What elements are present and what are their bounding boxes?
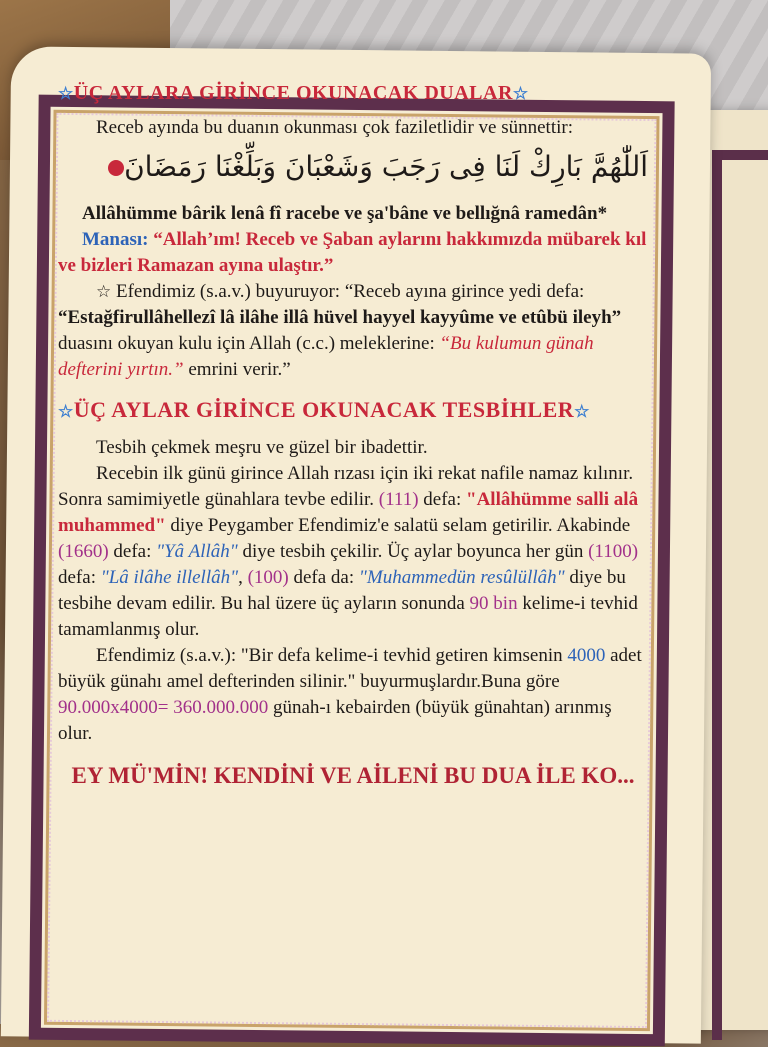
tesbih-text: diye bu tesbihe devam edilir. Bu hal üzere üç ayların sonunda [58, 567, 626, 614]
hadith-text: emrini verir.” [188, 359, 291, 380]
tesbih-text: defa: [423, 489, 462, 510]
hadith-quote: “Bu kulumun günah defterini yırtın.” [58, 333, 594, 380]
star-icon: ☆ [58, 402, 74, 421]
tesbih-text: diye tesbih çekilir. Üç aylar boyunca her gün [242, 541, 584, 562]
arabic-prayer-text: اَللّٰهُمَّ بَارِكْ لَنَا فِى رَجَبَ وَشَعْبَانَ وَبَلِّغْنَا رَمَضَانَ [124, 150, 648, 183]
section-heading-tesbihler: ☆ÜÇ AYLAR GİRİNCE OKUNACAK TESBİHLER☆ [58, 397, 590, 422]
muhammed-text: "Muhammedün resûlüllâh" [358, 567, 565, 588]
count-111: (111) [378, 489, 419, 510]
page-content [58, 80, 648, 1020]
count-1100: (1100) [588, 541, 639, 562]
count-100: (100) [247, 567, 289, 588]
hadith-text: Efendimiz (s.a.v.) buyuruyor: “Receb ayına girince yedi defa: [116, 281, 585, 302]
footer-heading: EY MÜ'MİN! KENDİNİ VE AİLENİ BU DUA İLE KO... [71, 763, 635, 788]
tesbih-text: kelime-i tevhid tamamlanmış olur. [58, 593, 638, 640]
tesbih-text: Efendimiz (s.a.v.): "Bir defa kelime-i tevhid getiren kimsenin [96, 645, 563, 666]
calculation: 90.000x4000= 360.000.000 [58, 697, 269, 718]
la-ilahe-text: "Lâ ilâhe illellâh" [100, 567, 239, 588]
meaning-text: “Allah’ım! Receb ve Şaban aylarını hakkımızda mübarek kıl ve bizleri Ramazan ayına ulaştır.” [58, 229, 647, 276]
star-icon: ☆ [58, 84, 74, 103]
tesbih-text: adet büyük günahı amel defterinden silinir." buyurmuşlardır.Buna göre [58, 645, 642, 692]
tesbih-text: Recebin ilk günü girince Allah rızası için iki rekat nafile namaz kılınır. Sonra samimiyetle günahlara tevbe edilir. [58, 463, 634, 510]
hadith-paragraph [58, 279, 648, 383]
tesbih-paragraph [58, 461, 648, 643]
section-heading-dualar: ☆ÜÇ AYLARA GİRİNCE OKUNACAK DUALAR☆ [58, 82, 529, 104]
count-90-bin: 90 bin [469, 593, 518, 614]
tesbih-text: günah-ı kebairden (büyük günahtan) arınmış olur. [58, 697, 612, 744]
tesbih-text: defa: [113, 541, 152, 562]
ya-allah-text: "Yâ Allâh" [156, 541, 238, 562]
count-4000: 4000 [567, 645, 606, 666]
facing-page-frame [712, 150, 768, 1040]
arabic-prayer [58, 147, 648, 187]
tesbih-text: , [238, 567, 243, 588]
facing-page [700, 110, 768, 1030]
tesbih-text: defa da: [293, 567, 355, 588]
efendimiz-paragraph [58, 643, 648, 747]
meaning [58, 227, 648, 279]
star-icon: ☆ [96, 282, 112, 301]
salavat-text: "Allâhümme salli alâ muhammed" [58, 489, 639, 536]
istigfar-text: “Estağfirullâhellezî lâ ilâhe illâ hüvel hayyel kayyûme ve etûbü ileyh” [58, 307, 622, 328]
transliteration: Allâhümme bârik lenâ fî racebe ve şa'bâne ve bellığnâ ramedân* [82, 203, 608, 224]
hadith-text: duasını okuyan kulu için Allah (c.c.) meleklerine: [58, 333, 435, 354]
tesbih-intro: Tesbih çekmek meşru ve güzel bir ibadettir. [96, 437, 428, 458]
star-icon: ☆ [512, 84, 529, 103]
intro-text: Receb ayında bu duanın okunması çok faziletlidir ve sünnettir: [96, 117, 573, 138]
verse-end-ornament-icon [108, 160, 124, 176]
meaning-label: Manası: [82, 229, 149, 250]
tesbih-text: diye Peygamber Efendimiz'e salatü selam getirilir. Akabinde [170, 515, 631, 536]
star-icon: ☆ [574, 402, 590, 421]
tesbih-text: defa: [58, 567, 96, 588]
count-1660: (1660) [58, 541, 109, 562]
